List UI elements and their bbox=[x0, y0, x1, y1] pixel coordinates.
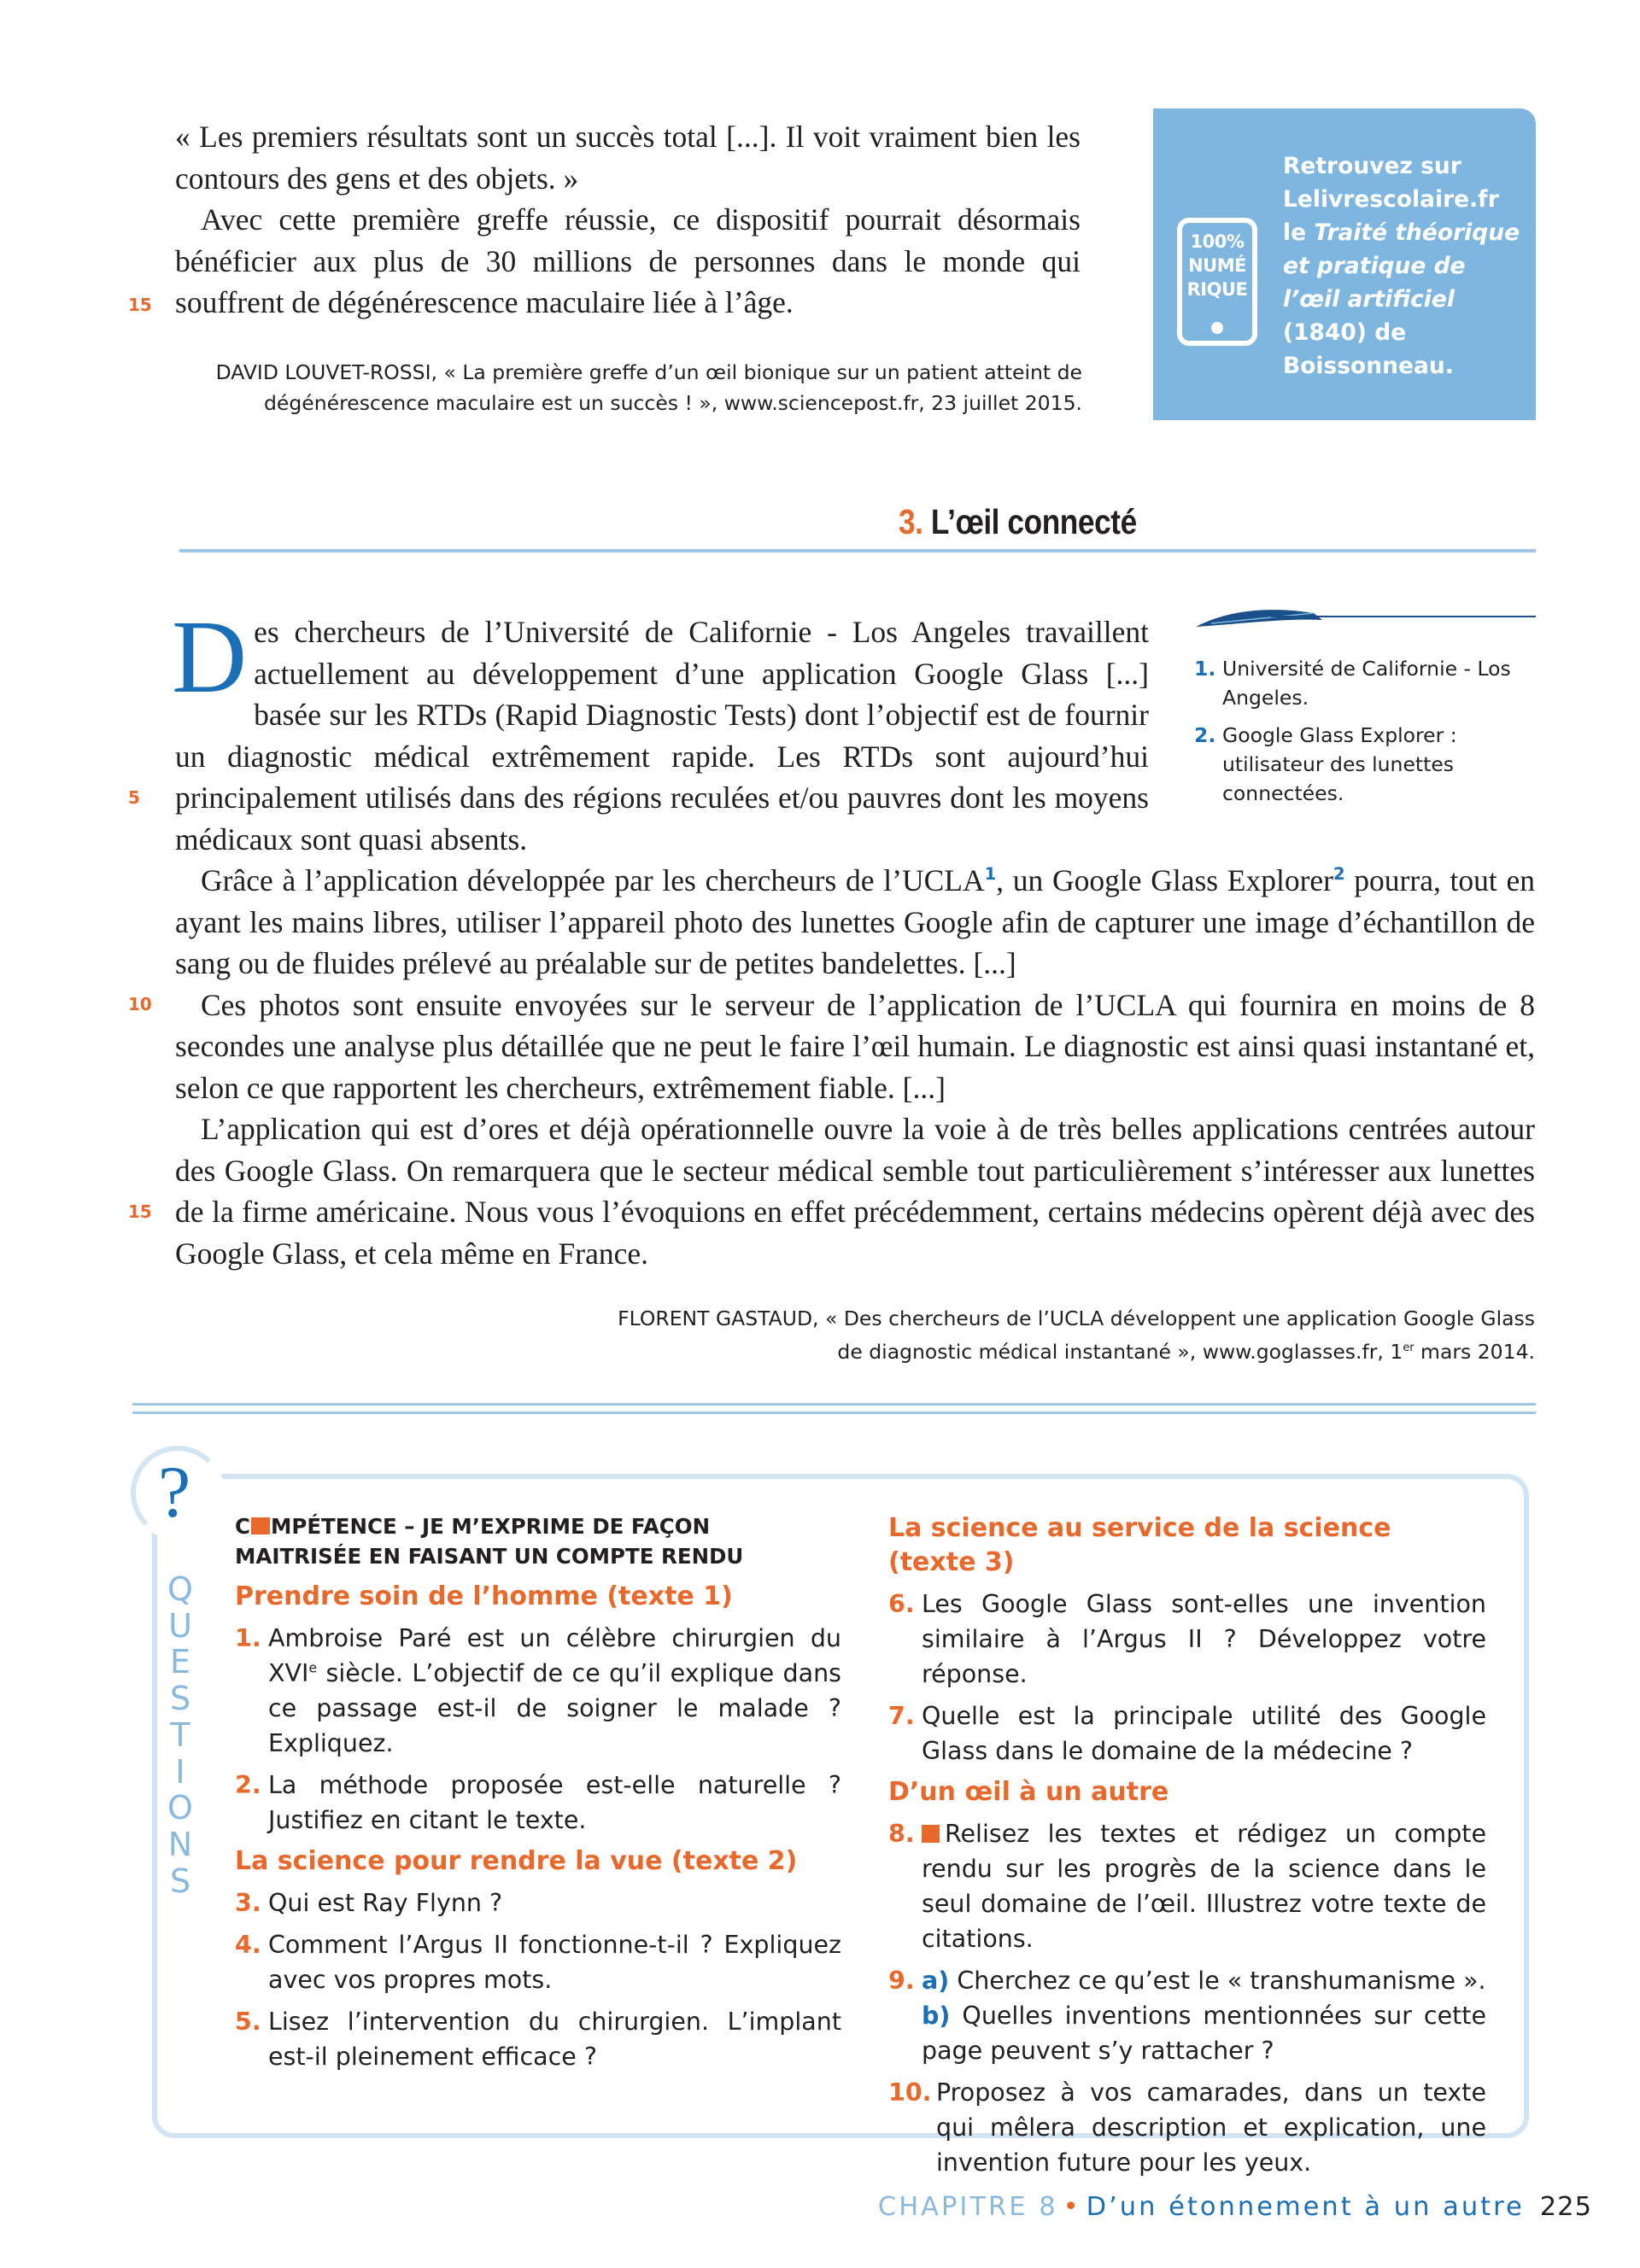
question-6: 6. Les Google Glass sont-elles une invention similaire à l’Argus II ? Développez votre réponse. bbox=[888, 1590, 1486, 1688]
quote-continuation bbox=[175, 116, 1081, 324]
drop-cap: D bbox=[172, 599, 248, 715]
question-8: 8. Relisez les textes et rédigez un compte rendu sur les progrès de la science dans le seul domaine de l’œil. Illustrez votre texte de citations. bbox=[888, 1820, 1486, 1953]
questions-column-right bbox=[888, 1511, 1486, 2187]
vertical-label-letter: U bbox=[168, 1606, 192, 1645]
footnote-1: 1. Université de Californie - Los Angeles. bbox=[1194, 657, 1511, 710]
question-7: 7. Quelle est la principale utilité des Google Glass dans le domaine de la médecine ? bbox=[888, 1702, 1486, 1765]
footnote-ref-1[interactable]: 1 bbox=[984, 864, 997, 885]
citation-louvet-rossi bbox=[175, 357, 1082, 418]
line-number: 15 bbox=[128, 1201, 152, 1222]
article-body bbox=[175, 860, 1535, 1274]
quote-line: « Les premiers résultats sont un succès total [...]. Il voit vraiment bien les contours des gens et des objets. » bbox=[175, 120, 1081, 196]
phone-label: 100% NUMÉ RIQUE bbox=[1186, 231, 1248, 300]
footnote-2: 2. Google Glass Explorer : utilisateur des lunettes connectées. bbox=[1194, 723, 1457, 805]
divider bbox=[132, 1403, 1536, 1406]
citation-line: FLORENT GASTAUD, « Des chercheurs de l’UCLA développent une application Google Glass bbox=[618, 1306, 1535, 1330]
question-group-heading: D’un œil à un autre bbox=[888, 1777, 1169, 1807]
citation-line: dégénérescence maculaire est un succès ! », www.sciencepost.fr, 23 juillet 2015. bbox=[263, 391, 1082, 415]
line-number: 5 bbox=[128, 787, 140, 808]
box-author: de Boissonneau. bbox=[1283, 319, 1454, 379]
vertical-label-letter: E bbox=[169, 1643, 190, 1681]
numeric-resource-box[interactable] bbox=[1153, 108, 1536, 420]
question-group-heading: La science pour rendre la vue (texte 2) bbox=[235, 1846, 798, 1876]
section-title bbox=[899, 502, 1137, 542]
question-mark-icon: ? bbox=[158, 1451, 191, 1533]
numeric-box-text bbox=[1283, 149, 1522, 383]
question-9: 9. a) Cherchez ce qu’est le « transhumanisme ». b) Quelles inventions mentionnées sur cette page peuvent s’y rattacher ? bbox=[888, 1967, 1486, 2065]
vertical-label-letter: N bbox=[167, 1825, 193, 1863]
paragraph: Ces photos sont ensuite envoyées sur le serveur de l’application de l’UCLA qui fournira en moins de 8 secondes une analyse plus détaillée que ne peut le faire l’œil humain. Le diagnostic est ainsi quasi instantané et, selon ce que rapportent les chercheurs, extrêmement fiable. [...] bbox=[175, 987, 1535, 1105]
divider bbox=[132, 1412, 1536, 1414]
section-rule bbox=[179, 549, 1536, 552]
question-5: 5. Lisez l’intervention du chirurgien. L’implant est-il pleinement efficace ? bbox=[235, 2008, 841, 2071]
vertical-label-letter: S bbox=[169, 1862, 191, 1900]
vertical-label-letter: T bbox=[170, 1716, 190, 1754]
quill-icon bbox=[1194, 601, 1536, 635]
question-group-heading: La science au service de la science (texte 3) bbox=[888, 1513, 1391, 1577]
paragraph: es chercheurs de l’Université de Californie - Los Angeles travaillent actuellement au développement d’une application Google Glass [...] basée sur les RTDs (Rapid Diagnostic Tests) dont l’objectif est de fournir un diagnostic médical extrêmement rapide. Les RTDs sont aujourd’hui principalement utilisés dans des régions reculées et/ou pauvres dont les moyens médicaux sont quasi absents. bbox=[175, 615, 1149, 856]
vertical-label-letter: O bbox=[167, 1789, 193, 1827]
citation-gastaud bbox=[175, 1302, 1535, 1369]
citation-line: DAVID LOUVET-ROSSI, « La première greffe d’un œil bionique sur un patient atteint de bbox=[215, 360, 1082, 384]
vertical-label-letter: S bbox=[169, 1680, 191, 1718]
home-button-icon bbox=[1211, 322, 1223, 334]
bullet: • bbox=[1063, 2192, 1081, 2222]
box-line: Retrouvez sur bbox=[1283, 153, 1461, 179]
vertical-label-letter: Q bbox=[167, 1570, 193, 1608]
citation-line: de diagnostic médical instantané », www.goglasses.fr, 1er mars 2014. bbox=[837, 1340, 1535, 1364]
question-group-heading: Prendre soin de l’homme (texte 1) bbox=[235, 1581, 733, 1611]
chapter-title: D’un étonnement à un autre bbox=[1086, 2192, 1525, 2222]
question-3: 3. Qui est Ray Flynn ? bbox=[235, 1889, 503, 1917]
question-10: 10. Proposez à vos camarades, dans un texte qui mêlera description et explication, une invention future pour les yeux. bbox=[888, 2078, 1486, 2177]
question-2: 2. La méthode proposée est-elle naturelle ? Justifiez en citant le texte. bbox=[235, 1771, 841, 1834]
line-number: 15 bbox=[128, 295, 152, 315]
paragraph: Grâce à l’application développée par les chercheurs de l’UCLA$^1$, un Google Glass Explorer$^2$ pourra, tout en ayant les mains libres, utiliser l’appareil photo des lunettes Google afin de capturer une image d’échantillon de sang ou de fluides prélevé au préalable sur de petites bandelettes. [...] bbox=[175, 863, 1535, 980]
question-4: 4. Comment l’Argus II fonctionne-t-il ? Expliquez avec vos propres mots. bbox=[235, 1931, 841, 1994]
page-number: 225 bbox=[1539, 2192, 1592, 2222]
footnotes bbox=[1194, 654, 1519, 816]
footnote-ref-2[interactable]: 2 bbox=[1333, 864, 1345, 885]
chapter-label: CHAPITRE 8 bbox=[877, 2192, 1058, 2222]
square-icon bbox=[922, 1825, 940, 1843]
box-link[interactable]: Lelivrescolaire.fr bbox=[1283, 186, 1499, 213]
box-book-title: Traité théorique et pratique de l’œil artificiel bbox=[1283, 219, 1520, 313]
section-title-text: L’œil connecté bbox=[930, 502, 1137, 541]
question-1: 1. Ambroise Paré est un célèbre chirurgien du XVIe siècle. L’objectif de ce qu’il explique dans ce passage est-il de soigner le malade ? Expliquez. bbox=[235, 1624, 841, 1757]
phone-icon bbox=[1177, 218, 1257, 346]
competence-heading: C MPÉTENCE – JE M’EXPRIME DE FAÇON MAITRISÉE EN FAISANT UN COMPTE RENDU bbox=[235, 1514, 744, 1569]
article-intro bbox=[172, 599, 1149, 860]
questions-column-left bbox=[235, 1511, 841, 2081]
box-year: (1840) bbox=[1283, 319, 1367, 346]
page-footer bbox=[878, 2192, 1592, 2222]
square-icon bbox=[251, 1517, 270, 1534]
paragraph: Avec cette première greffe réussie, ce dispositif pourrait désormais bénéficier aux plus de 30 millions de personnes dans le monde qui souffrent de dégénérescence maculaire liée à l’âge. bbox=[175, 202, 1081, 319]
vertical-label-letter: I bbox=[175, 1752, 185, 1791]
questions-vertical-label bbox=[159, 1570, 202, 1900]
box-line: le bbox=[1283, 219, 1307, 246]
line-number: 10 bbox=[128, 994, 152, 1014]
section-number: 3. bbox=[899, 502, 923, 541]
paragraph: L’application qui est d’ores et déjà opérationnelle ouvre la voie à de très belles applications centrées autour des Google Glass. On remarquera que le secteur médical semble tout particulièrement s’intéresser aux lunettes de la firme américaine. Nous vous l’évoquions en effet précédemment, certains médecins opèrent déjà avec des Google Glass, et cela même en France. bbox=[175, 1112, 1535, 1271]
